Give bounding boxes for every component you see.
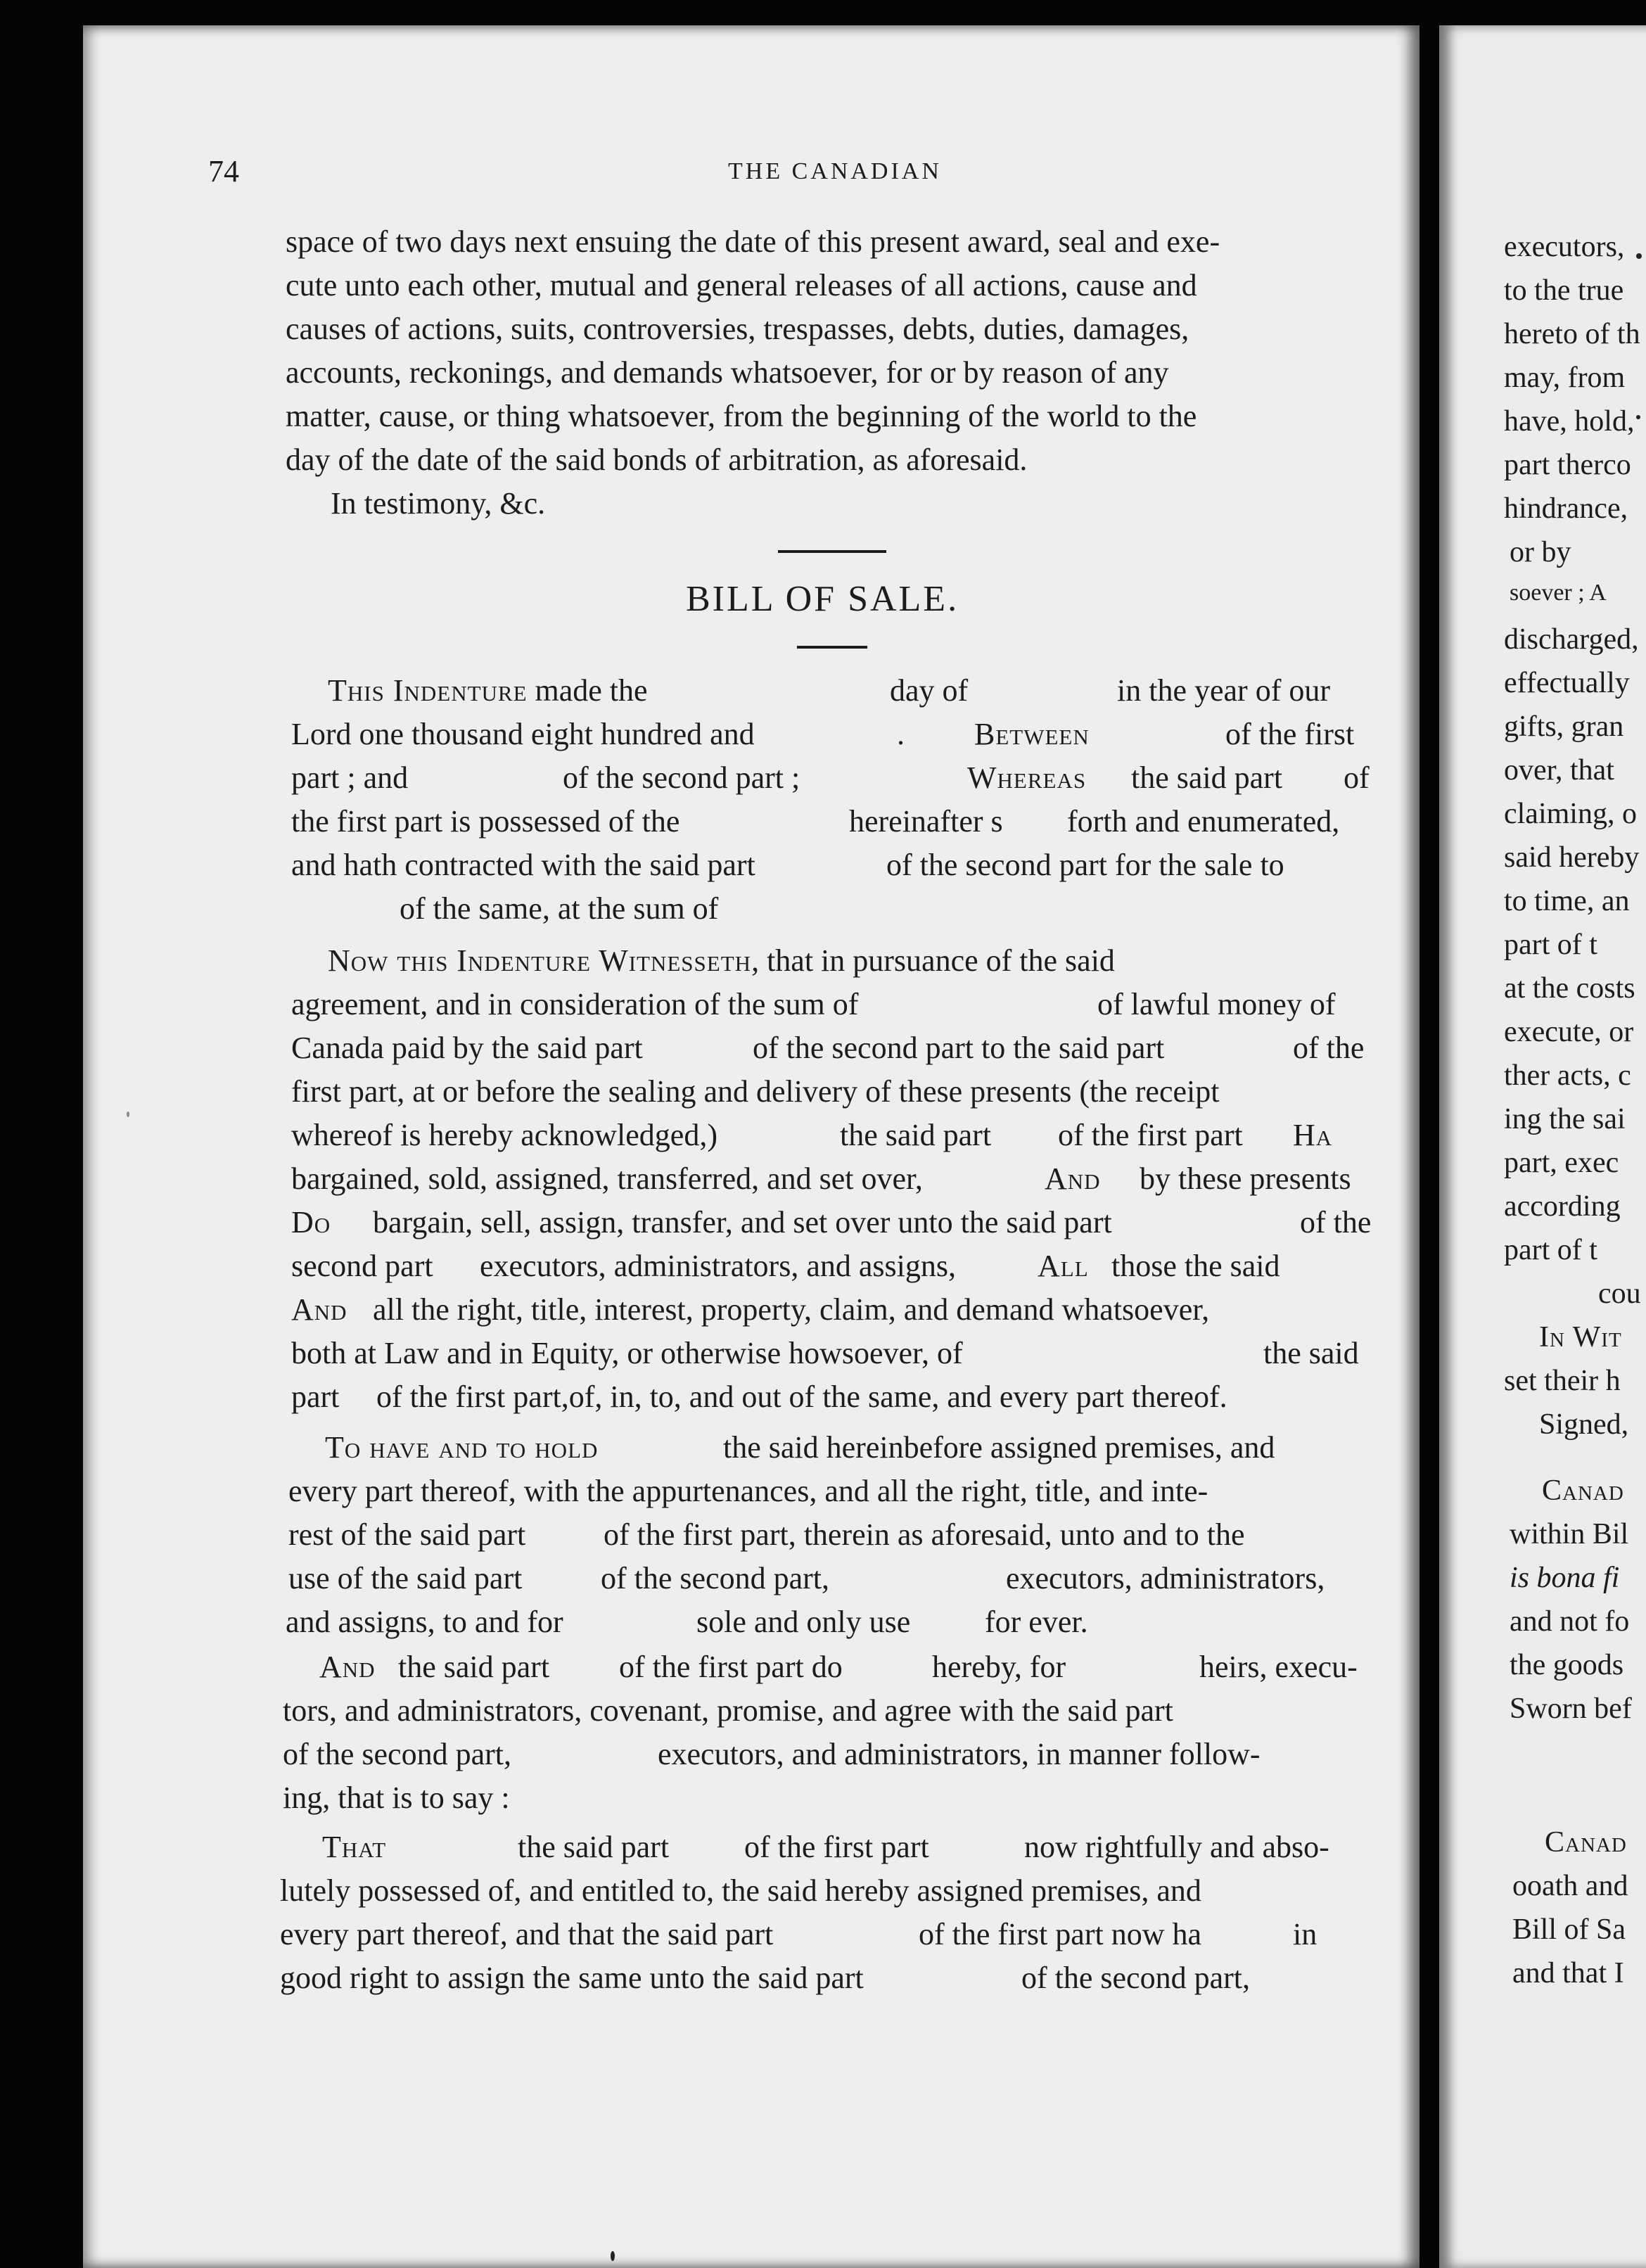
text-run: now rightfully and abso- <box>1024 1830 1329 1864</box>
text-run: heirs, execu- <box>1199 1650 1358 1684</box>
text-line: said hereby <box>1504 841 1640 874</box>
text-line: the goods <box>1510 1649 1624 1681</box>
text-line: or by <box>1510 536 1571 568</box>
text-run: of the <box>1293 1031 1365 1065</box>
text-line: matter, cause, or thing whatsoever, from the beginning of the world to the <box>286 399 1197 433</box>
text-line: every part thereof, and that the said part <box>280 1917 774 1951</box>
text-line: may, from <box>1504 362 1626 394</box>
text-line: and hath contracted with the said part <box>291 848 755 882</box>
keyword: And <box>1045 1161 1101 1196</box>
text-run: the said part <box>1131 760 1283 795</box>
text-line: part, exec <box>1504 1147 1619 1179</box>
text-run: hereinafter s <box>849 804 1003 839</box>
text-line: ing the sai <box>1504 1103 1626 1135</box>
text-line: ing, that is to say : <box>283 1780 510 1815</box>
text-line: bargained, sold, assigned, transferred, and set over, <box>291 1161 923 1196</box>
text-line: within Bil <box>1510 1518 1629 1550</box>
keyword: Between <box>974 717 1090 751</box>
keyword: Whereas <box>967 760 1087 795</box>
text-line: second part <box>291 1249 433 1283</box>
text-run: of the first part now ha <box>919 1917 1201 1951</box>
text-run: executors, administrators, and assigns, <box>480 1249 956 1283</box>
text-run: of the first part do <box>619 1650 843 1684</box>
text-line <box>328 675 648 706</box>
text-run: the said part <box>398 1650 550 1684</box>
text-line: tors, and administrators, covenant, promise, and agree with the said part <box>283 1693 1173 1728</box>
text-line: according <box>1504 1190 1621 1223</box>
text-run: executors, administrators, <box>1006 1561 1325 1595</box>
text-run: the said part <box>840 1118 992 1152</box>
text-line: discharged, <box>1504 623 1639 656</box>
text-line: causes of actions, suits, controversies, trespasses, debts, duties, damages, <box>286 312 1189 346</box>
rule-above-title <box>778 550 886 553</box>
text-run: of the first part <box>1058 1118 1243 1152</box>
text-line: executors, <box>1504 231 1625 263</box>
text-run: all the right, title, interest, property, claim, and demand whatsoever, <box>373 1292 1210 1327</box>
text-line: part ; and <box>291 760 409 795</box>
text-run: of the second part for the sale to <box>886 848 1284 882</box>
text-run: by these presents <box>1140 1161 1351 1196</box>
text-line: of the second part, <box>283 1737 511 1771</box>
text-line: Canad <box>1545 1826 1627 1859</box>
running-title: THE CANADIAN <box>728 158 942 184</box>
scan-speck <box>1636 415 1640 419</box>
text-line: Canada paid by the said part <box>291 1031 643 1065</box>
text-line: part of t <box>1504 1234 1597 1266</box>
keyword: All <box>1038 1249 1089 1283</box>
text-line: Sworn bef <box>1510 1693 1632 1725</box>
text-run: of the <box>1300 1205 1372 1240</box>
text-line: In testimony, &c. <box>331 486 546 521</box>
text-run: of the second part, <box>1021 1961 1250 1995</box>
text-line: have, hold, <box>1504 405 1635 438</box>
keyword: To have and to hold <box>325 1430 599 1465</box>
text-run: of the second part, <box>601 1561 829 1595</box>
text-line: gifts, gran <box>1504 711 1624 743</box>
keyword: Do <box>291 1205 331 1240</box>
text-line: Bill of Sa <box>1512 1913 1626 1946</box>
text-line: lutely possessed of, and entitled to, the said hereby assigned premises, and <box>280 1873 1201 1908</box>
text-run: the said <box>1263 1336 1359 1370</box>
text-line: Signed, <box>1539 1408 1629 1441</box>
text-line: hereto of th <box>1504 318 1640 350</box>
text-run: those the said <box>1111 1249 1280 1283</box>
text-line: and assigns, to and for <box>286 1605 563 1639</box>
text-line: soever ; A <box>1510 580 1607 606</box>
text-line: over, that <box>1504 754 1614 786</box>
text-line: use of the said part <box>288 1561 523 1595</box>
text-run: of <box>1344 760 1370 795</box>
text-line: and that I <box>1512 1957 1624 1989</box>
text-run: the said hereinbefore assigned premises, and <box>723 1430 1275 1465</box>
text-run: executors, and administrators, in manner follow- <box>658 1737 1261 1771</box>
text-line: and not fo <box>1510 1605 1630 1638</box>
text-line: Canad <box>1542 1474 1624 1507</box>
scan-speck <box>127 1111 129 1117</box>
text-line: ooath and <box>1512 1870 1628 1902</box>
text-line: set their h <box>1504 1365 1621 1397</box>
text-run: made the <box>527 673 648 708</box>
text-run: hereby, for <box>932 1650 1066 1684</box>
text-line: whereof is hereby acknowledged,) <box>291 1118 717 1152</box>
section-title: BILL OF SALE. <box>686 579 959 619</box>
text-run: day of <box>890 673 969 708</box>
text-run: for ever. <box>985 1605 1088 1639</box>
text-line: to the true <box>1504 274 1624 307</box>
text-line: day of the date of the said bonds of arbitration, as aforesaid. <box>286 442 1028 477</box>
text-line: Lord one thousand eight hundred and <box>291 717 755 751</box>
text-line: execute, or <box>1504 1016 1634 1048</box>
scan-speck <box>1636 253 1642 259</box>
text-run: of the second part ; <box>563 760 800 795</box>
text-line: the first part is possessed of the <box>291 804 680 839</box>
text-line: space of two days next ensuing the date of this present award, seal and exe- <box>286 224 1220 259</box>
text-line: In Wit <box>1539 1321 1622 1353</box>
text-run: of the first part <box>744 1830 929 1864</box>
text-line: is bona fi <box>1510 1562 1620 1594</box>
keyword: That <box>322 1830 387 1864</box>
text-line: part of t <box>1504 929 1597 961</box>
text-line: effectually <box>1504 667 1630 699</box>
text-run: in <box>1293 1917 1318 1951</box>
text-run: sole and only use <box>696 1605 911 1639</box>
text-run: , that in pursuance of the said <box>751 943 1115 978</box>
text-line: every part thereof, with the appurtenances, and all the right, title, and inte- <box>288 1474 1208 1508</box>
text-line: cou <box>1598 1278 1641 1310</box>
text-line: agreement, and in consideration of the sum of <box>291 987 859 1021</box>
text-run: of the second part to the said part <box>753 1031 1165 1065</box>
text-line: rest of the said part <box>288 1517 526 1552</box>
text-line: to time, an <box>1504 885 1630 917</box>
keyword: And <box>291 1292 347 1327</box>
text-line <box>328 945 1115 976</box>
text-run: forth and enumerated, <box>1067 804 1340 839</box>
text-line: part <box>291 1380 340 1414</box>
keyword: Now this Indenture Witnesseth <box>328 943 752 978</box>
keyword: And <box>319 1650 376 1684</box>
text-line: of the same, at the sum of <box>400 891 719 926</box>
text-run: of the first part,of, in, to, and out of the same, and every part thereof. <box>376 1380 1227 1414</box>
text-run: the said part <box>518 1830 670 1864</box>
text-line: at the costs <box>1504 972 1635 1005</box>
scan-speck <box>611 2251 615 2261</box>
text-line: claiming, o <box>1504 798 1637 830</box>
text-line: both at Law and in Equity, or otherwise howsoever, of <box>291 1336 963 1370</box>
text-run: of the first <box>1225 717 1355 751</box>
rule-below-title <box>797 646 867 649</box>
page-number: 74 <box>208 154 239 189</box>
text-line: hindrance, <box>1504 492 1628 525</box>
text-line: first part, at or before the sealing and delivery of these presents (the receipt <box>291 1074 1220 1109</box>
keyword: This Indenture <box>328 673 528 708</box>
text-line: ther acts, c <box>1504 1059 1631 1092</box>
text-line: part therco <box>1504 449 1631 481</box>
text-run: of lawful money of <box>1097 987 1336 1021</box>
text-line: cute unto each other, mutual and general releases of all actions, cause and <box>286 268 1197 302</box>
text-line: good right to assign the same unto the said part <box>280 1961 864 1995</box>
text-run: . <box>897 717 905 751</box>
text-run: bargain, sell, assign, transfer, and set over unto the said part <box>373 1205 1112 1240</box>
text-run: in the year of our <box>1117 673 1330 708</box>
text-run: of the first part, therein as aforesaid, unto and to the <box>604 1517 1245 1552</box>
keyword: Ha <box>1293 1118 1333 1152</box>
text-line: accounts, reckonings, and demands whatsoever, for or by reason of any <box>286 355 1169 390</box>
